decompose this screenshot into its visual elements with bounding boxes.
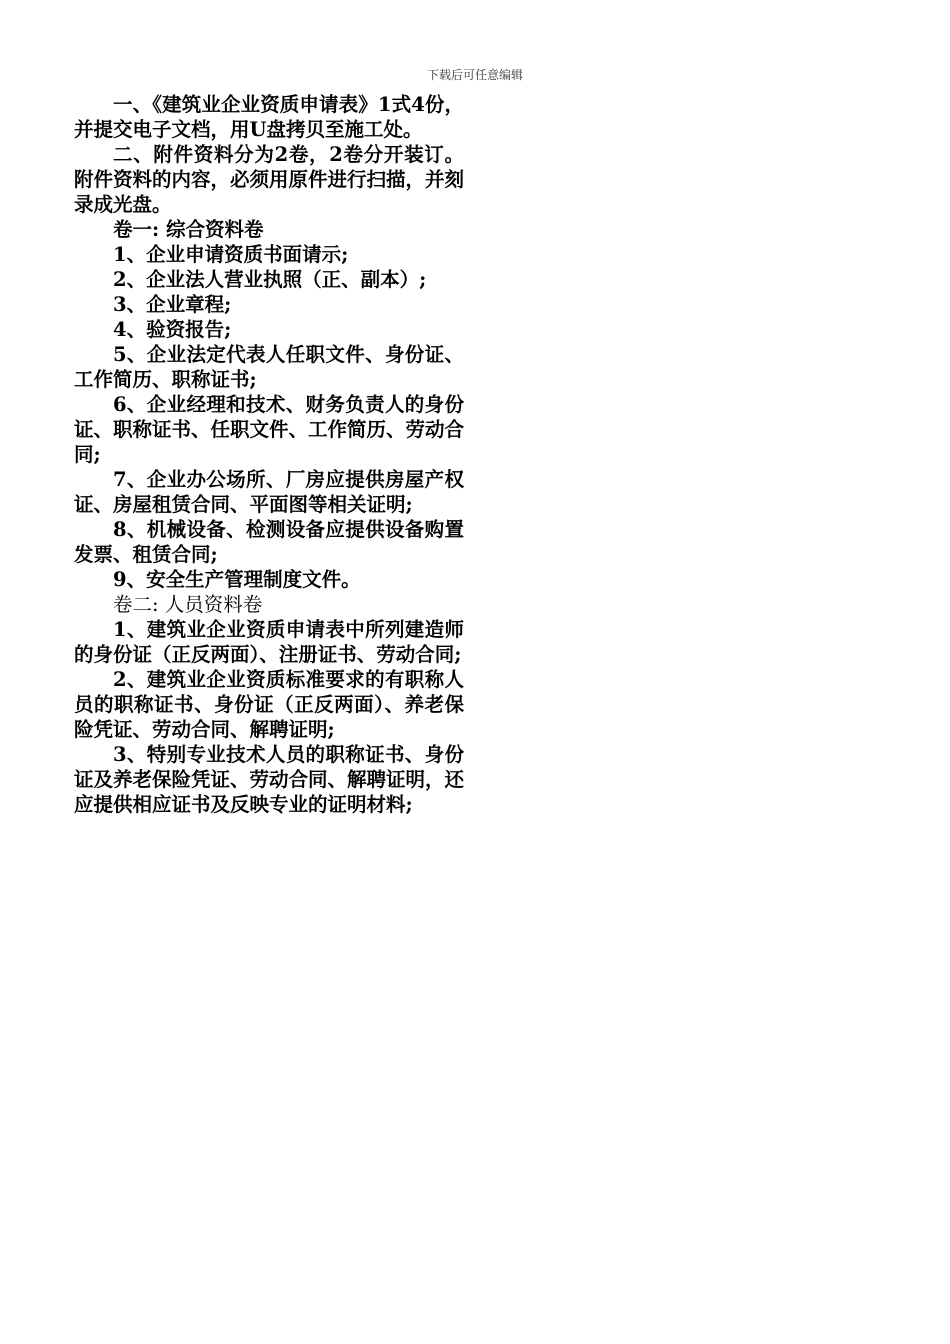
volume1-item: 4、验资报告; [113, 318, 232, 341]
volume1-item: 1、企业申请资质书面请示; [113, 243, 349, 266]
volume1-item: 8、机械设备、检测设备应提供设备购置发票、租赁合同; [74, 518, 464, 566]
volume2-heading: 卷二: 人员资料卷 [113, 593, 263, 616]
volume2-item: 3、特别专业技术人员的职称证书、身份证及养老保险凭证、劳动合同、解聘证明，还应提供相应证书及反映专业的证明材料; [74, 743, 465, 816]
header-note: 下载后可任意编辑 [426, 68, 523, 82]
volume1-item: 6、企业经理和技术、财务负责人的身份证、职称证书、任职文件、工作简历、劳动合同; [74, 393, 465, 466]
document-body [74, 92, 464, 817]
volume1-item: 5、企业法定代表人任职文件、身份证、工作简历、职称证书; [74, 343, 464, 391]
intro-paragraph-2: 二、附件资料分为2卷，2卷分开装订。附件资料的内容，必须用原件进行扫描，并刻录成光盘。 [74, 143, 465, 216]
volume1-item: 3、企业章程; [113, 293, 232, 316]
volume1-heading: 卷一: 综合资料卷 [113, 218, 264, 241]
volume1-item: 9、安全生产管理制度文件。 [113, 568, 361, 591]
volume2-item: 1、建筑业企业资质申请表中所列建造师的身份证（正反两面）、注册证书、劳动合同; [74, 618, 464, 666]
intro-paragraph-1: 一、《建筑业企业资质申请表》1式4份，并提交电子文档，用U盘拷贝至施工处。 [74, 93, 464, 141]
volume2-item: 2、建筑业企业资质标准要求的有职称人员的职称证书、身份证（正反两面）、养老保险凭证、劳动合同、解聘证明; [74, 668, 464, 741]
volume1-item: 7、企业办公场所、厂房应提供房屋产权证、房屋租赁合同、平面图等相关证明; [74, 468, 464, 516]
volume1-item: 2、企业法人营业执照（正、副本）; [113, 268, 427, 291]
